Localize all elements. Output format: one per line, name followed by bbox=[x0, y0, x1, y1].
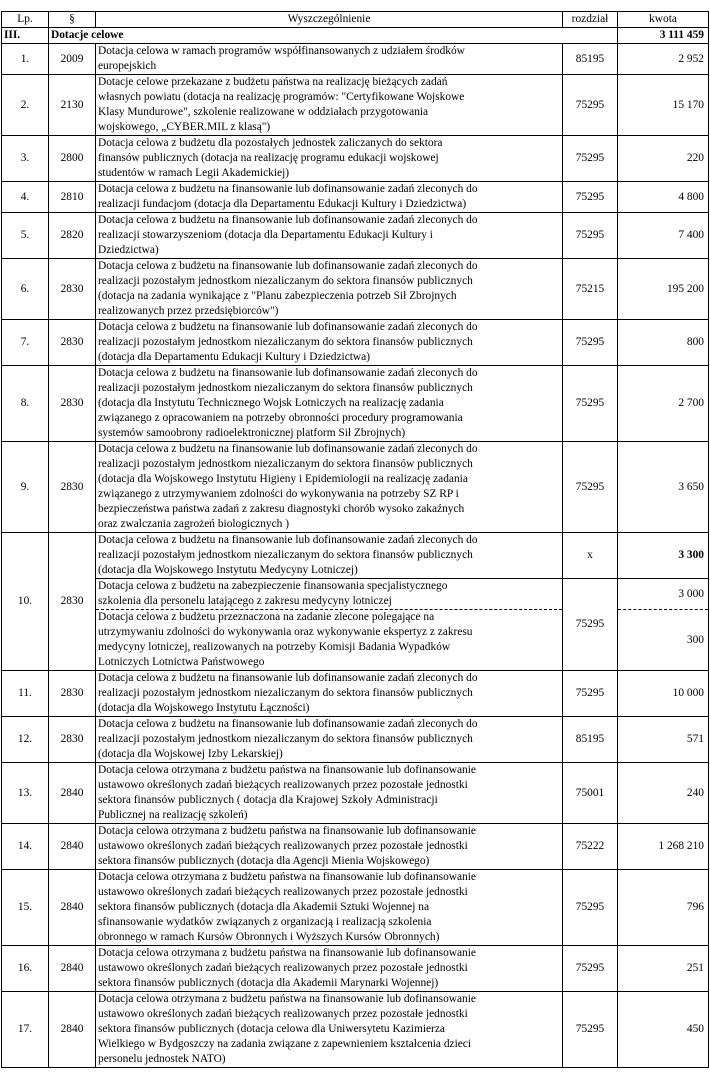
header-description: Wyszczególnienie bbox=[96, 12, 563, 28]
row-paragraph: 2830 bbox=[49, 320, 96, 366]
description-line: (dotacja dla Wojskowego Instytutu Medycyny Lotniczej) bbox=[98, 564, 358, 576]
description-line: (dotacja dla Wojskowego Instytutu Higieny i Epidemiologii na realizację zadania bbox=[98, 473, 468, 485]
description-line: Dotacja celowa otrzymana z budżetu państwa na finansowanie lub dofinansowanie bbox=[98, 871, 476, 883]
row-kwota: 10 000 bbox=[618, 671, 709, 717]
description-line: Dotacja celowa z budżetu na finansowanie lub dofinansowanie zadań zleconych do bbox=[98, 321, 478, 333]
row-kwota: 3 650 bbox=[618, 442, 709, 533]
row-description bbox=[96, 870, 563, 946]
row-paragraph: 2800 bbox=[49, 136, 96, 182]
row-lp: 7. bbox=[2, 320, 49, 366]
description-line: sektora finansów publicznych (dotacja dla Agencji Mienia Wojskowego) bbox=[98, 855, 430, 867]
description-line: Wielkiego w Bydgoszczy na zadania związane z zapewnieniem kształcenia dzieci bbox=[98, 1038, 472, 1050]
row-kwota: 800 bbox=[618, 320, 709, 366]
description-line: Dziedzictwa) bbox=[98, 244, 159, 256]
table-row bbox=[2, 717, 709, 763]
row-rozdzial: 75295 bbox=[563, 320, 618, 366]
description-line: sektora finansów publicznych (dotacja celowa dla Uniwersytetu Kazimierza bbox=[98, 1023, 445, 1035]
description-line: Dotacja celowa otrzymana z budżetu państwa na finansowanie lub dofinansowanie bbox=[98, 825, 476, 837]
description-line: Dotacja celowa z budżetu na finansowanie lub dofinansowanie zadań zleconych do bbox=[98, 672, 478, 684]
description-line: Dotacja celowa otrzymana z budżetu państwa na finansowanie lub dofinansowanie bbox=[98, 993, 476, 1005]
description-line: własnych powiatu (dotacja na realizację programów: "Certyfikowane Wojskowe bbox=[98, 91, 465, 103]
description-line: Dotacja celowa z budżetu na finansowanie lub dofinansowanie zadań zleconych do bbox=[98, 183, 478, 195]
row-kwota: 240 bbox=[618, 763, 709, 824]
row-kwota-total: 3 300 bbox=[618, 533, 709, 579]
row-rozdzial: 75295 bbox=[563, 136, 618, 182]
description-line: Dotacja celowa z budżetu przeznaczona na zadanie zlecone polegające na bbox=[98, 611, 435, 623]
description-line: (dotacja dla Wojskowego Instytutu Łączności) bbox=[98, 702, 310, 714]
row-lp: 10. bbox=[2, 533, 49, 671]
description-line: sfinansowanie wydatków związanych z organizacją i realizacją szkolenia bbox=[98, 916, 432, 928]
description-line: Dotacja celowa z budżetu na finansowanie lub dofinansowanie zadań zleconych do bbox=[98, 214, 478, 226]
row-kwota: 796 bbox=[618, 870, 709, 946]
description-line: ustawowo określonych zadań bieżących realizowanych przez pozostałe jednostki bbox=[98, 779, 468, 791]
row-rozdzial: 75295 bbox=[563, 366, 618, 442]
description-line: związanego z utrzymywaniem zdolności do wykonywania na potrzeby SZ RP i bbox=[98, 488, 459, 500]
row-lp: 4. bbox=[2, 182, 49, 213]
row-rozdzial: 75295 bbox=[563, 579, 618, 671]
row-paragraph: 2130 bbox=[49, 75, 96, 136]
row-paragraph: 2830 bbox=[49, 259, 96, 320]
description-line: Dotacje celowe przekazane z budżetu państwa na realizację bieżących zadań bbox=[98, 76, 448, 88]
row-kwota: 1 268 210 bbox=[618, 824, 709, 870]
description-line: realizacji fundacjom (dotacja dla Departamentu Edukacji Kultury i Dziedzictwa) bbox=[98, 198, 467, 210]
row-lp: 16. bbox=[2, 946, 49, 992]
row-paragraph: 2830 bbox=[49, 366, 96, 442]
table-row bbox=[2, 320, 709, 366]
description-line: (dotacja na zadania wynikające z "Planu zabezpieczenia potrzeb Sił Zbrojnych bbox=[98, 290, 457, 302]
row-lp: 12. bbox=[2, 717, 49, 763]
row-paragraph: 2840 bbox=[49, 946, 96, 992]
table-row bbox=[2, 136, 709, 182]
dotacje-table bbox=[1, 11, 709, 1068]
description-line: studentów w ramach Legii Akademickiej) bbox=[98, 167, 290, 179]
row-rozdzial: 85195 bbox=[563, 44, 618, 75]
row-description bbox=[96, 579, 563, 610]
row-paragraph: 2840 bbox=[49, 992, 96, 1068]
row-description bbox=[96, 992, 563, 1068]
description-line: realizacji pozostałym jednostkom niezaliczanym do sektora finansów publicznych bbox=[98, 382, 473, 394]
description-line: Dotacja celowa w ramach programów współfinansowanych z udziałem środków bbox=[98, 45, 465, 57]
row-kwota: 571 bbox=[618, 717, 709, 763]
description-line: ustawowo określonych zadań bieżących realizowanych przez pozostałe jednostki bbox=[98, 886, 468, 898]
header-lp: Lp. bbox=[2, 12, 49, 28]
header-paragraph: § bbox=[49, 12, 96, 28]
table-row bbox=[2, 824, 709, 870]
description-line: (dotacja dla Wojskowej Izby Lekarskiej) bbox=[98, 748, 283, 760]
description-line: Dotacja celowa otrzymana z budżetu państwa na finansowanie lub dofinansowanie bbox=[98, 764, 476, 776]
description-line: medycyny lotniczej, realizowanych na potrzeby Komisji Badania Wypadków bbox=[98, 641, 451, 653]
description-line: utrzymywaniu zdolności do wykonywania oraz wykonywanie ekspertyz z zakresu bbox=[98, 626, 473, 638]
row-paragraph: 2830 bbox=[49, 533, 96, 671]
row-rozdzial: 75001 bbox=[563, 763, 618, 824]
row-paragraph: 2830 bbox=[49, 442, 96, 533]
row-kwota: 450 bbox=[618, 992, 709, 1068]
row-rozdzial: 75215 bbox=[563, 259, 618, 320]
description-line: Dotacja celowa z budżetu na finansowanie lub dofinansowanie zadań zleconych do bbox=[98, 718, 478, 730]
table-row bbox=[2, 442, 709, 533]
row-kwota: 2 952 bbox=[618, 44, 709, 75]
table-row bbox=[2, 870, 709, 946]
row-rozdzial: 85195 bbox=[563, 717, 618, 763]
row-description bbox=[96, 717, 563, 763]
row-description bbox=[96, 533, 563, 579]
description-line: sektora finansów publicznych (dotacja dla Akademii Marynarki Wojennej) bbox=[98, 977, 439, 989]
row-lp: 5. bbox=[2, 213, 49, 259]
row-kwota: 195 200 bbox=[618, 259, 709, 320]
description-line: Dotacja celowa z budżetu na finansowanie lub dofinansowanie zadań zleconych do bbox=[98, 534, 478, 546]
table-row bbox=[2, 182, 709, 213]
row-description bbox=[96, 671, 563, 717]
table-row bbox=[2, 75, 709, 136]
description-line: realizacji pozostałym jednostkom niezaliczanym do sektora finansów publicznych bbox=[98, 687, 473, 699]
table-row bbox=[2, 992, 709, 1068]
description-line: Dotacja celowa z budżetu na finansowanie lub dofinansowanie zadań zleconych do bbox=[98, 443, 478, 455]
description-line: systemów samoobrony radioelektronicznej platform Sił Zbrojnych) bbox=[98, 427, 406, 439]
row-kwota: 251 bbox=[618, 946, 709, 992]
row-lp: 1. bbox=[2, 44, 49, 75]
row-paragraph: 2009 bbox=[49, 44, 96, 75]
description-line: sektora finansów publicznych ( dotacja dla Krajowej Szkoły Administracji bbox=[98, 794, 438, 806]
row-kwota: 4 800 bbox=[618, 182, 709, 213]
row-description bbox=[96, 442, 563, 533]
table-row bbox=[2, 533, 709, 579]
header-row bbox=[2, 12, 709, 28]
row-description bbox=[96, 136, 563, 182]
row-lp: 15. bbox=[2, 870, 49, 946]
row-description bbox=[96, 213, 563, 259]
row-rozdzial: 75295 bbox=[563, 671, 618, 717]
table-row bbox=[2, 763, 709, 824]
header-kwota: kwota bbox=[618, 12, 709, 28]
row-kwota: 3 000 bbox=[618, 579, 709, 610]
table-subrow bbox=[2, 579, 709, 610]
description-line: finansów publicznych (dotacja na realizację programu edukacji wojskowej bbox=[98, 152, 439, 164]
row-description bbox=[96, 610, 563, 671]
header-rozdzial: rozdział bbox=[563, 12, 618, 28]
description-line: Dotacja celowa z budżetu dla pozostałych jednostek zaliczanych do sektora bbox=[98, 137, 443, 149]
row-lp: 8. bbox=[2, 366, 49, 442]
row-kwota: 15 170 bbox=[618, 75, 709, 136]
row-rozdzial: 75295 bbox=[563, 75, 618, 136]
description-line: realizacji pozostałym jednostkom niezaliczanym do sektora finansów publicznych bbox=[98, 733, 473, 745]
description-line: Publicznej na realizację szkoleń) bbox=[98, 809, 248, 821]
row-lp: 11. bbox=[2, 671, 49, 717]
section-label: Dotacje celowe bbox=[49, 28, 618, 44]
row-rozdzial: 75295 bbox=[563, 992, 618, 1068]
table-row bbox=[2, 946, 709, 992]
section-row bbox=[2, 28, 709, 44]
row-kwota: 300 bbox=[618, 610, 709, 671]
table-row bbox=[2, 44, 709, 75]
row-paragraph: 2840 bbox=[49, 763, 96, 824]
row-paragraph: 2830 bbox=[49, 671, 96, 717]
row-paragraph: 2830 bbox=[49, 717, 96, 763]
row-rozdzial: x bbox=[563, 533, 618, 579]
description-line: szkolenia dla personelu latającego z zakresu medycyny lotniczej bbox=[98, 595, 392, 607]
row-lp: 2. bbox=[2, 75, 49, 136]
row-paragraph: 2840 bbox=[49, 824, 96, 870]
row-description bbox=[96, 182, 563, 213]
row-lp: 14. bbox=[2, 824, 49, 870]
description-line: ustawowo określonych zadań bieżących realizowanych przez pozostałe jednostki bbox=[98, 962, 468, 974]
description-line: europejskich bbox=[98, 60, 157, 72]
row-rozdzial: 75295 bbox=[563, 870, 618, 946]
row-kwota: 2 700 bbox=[618, 366, 709, 442]
description-line: (dotacja dla Instytutu Technicznego Wojsk Lotniczych na realizację zadania bbox=[98, 397, 444, 409]
row-paragraph: 2840 bbox=[49, 870, 96, 946]
row-description bbox=[96, 75, 563, 136]
section-total: 3 111 459 bbox=[618, 28, 709, 44]
row-lp: 17. bbox=[2, 992, 49, 1068]
table-row bbox=[2, 366, 709, 442]
row-description bbox=[96, 763, 563, 824]
description-line: (dotacja dla Departamentu Edukacji Kultury i Dziedzictwa) bbox=[98, 351, 370, 363]
description-line: Dotacja celowa z budżetu na finansowanie lub dofinansowanie zadań zleconych do bbox=[98, 260, 478, 272]
row-lp: 6. bbox=[2, 259, 49, 320]
description-line: realizacji pozostałym jednostkom niezaliczanym do sektora finansów publicznych bbox=[98, 336, 473, 348]
row-rozdzial: 75295 bbox=[563, 442, 618, 533]
table-row bbox=[2, 671, 709, 717]
description-line: realizowanych przez przedsiębiorców") bbox=[98, 305, 279, 317]
row-description bbox=[96, 366, 563, 442]
description-line: ustawowo określonych zadań bieżących realizowanych przez pozostałe jednostki bbox=[98, 1008, 468, 1020]
description-line: Lotniczych Lotnictwa Państwowego bbox=[98, 656, 265, 668]
description-line: Dotacja celowa otrzymana z budżetu państwa na finansowanie lub dofinansowanie bbox=[98, 947, 476, 959]
row-rozdzial: 75295 bbox=[563, 182, 618, 213]
row-description bbox=[96, 824, 563, 870]
row-description bbox=[96, 320, 563, 366]
row-paragraph: 2820 bbox=[49, 213, 96, 259]
description-line: realizacji pozostałym jednostkom niezaliczanym do sektora finansów publicznych bbox=[98, 275, 473, 287]
description-line: realizacji pozostałym jednostkom niezaliczanym do sektora finansów publicznych bbox=[98, 549, 473, 561]
row-rozdzial: 75295 bbox=[563, 946, 618, 992]
description-line: realizacji pozostałym jednostkom niezaliczanym do sektora finansów publicznych bbox=[98, 458, 473, 470]
description-line: Dotacja celowa z budżetu na finansowanie lub dofinansowanie zadań zleconych do bbox=[98, 367, 478, 379]
description-line: Klasy Mundurowe", szkolenie realizowane w oddziałach przygotowania bbox=[98, 106, 429, 118]
description-line: Dotacja celowa z budżetu na zabezpieczenie finansowania specjalistycznego bbox=[98, 580, 448, 592]
row-description bbox=[96, 946, 563, 992]
row-rozdzial: 75295 bbox=[563, 213, 618, 259]
description-line: bezpieczeństwa państwa zadań z zakresu diagnostyki chorób wysoko zakaźnych bbox=[98, 503, 465, 515]
row-paragraph: 2810 bbox=[49, 182, 96, 213]
description-line: sektora finansów publicznych (dotacja dla Akademii Sztuki Wojennej na bbox=[98, 901, 430, 913]
row-rozdzial: 75222 bbox=[563, 824, 618, 870]
row-lp: 3. bbox=[2, 136, 49, 182]
description-line: związanego z opracowaniem na potrzeby obronności procedury programowania bbox=[98, 412, 463, 424]
section-number: III. bbox=[2, 28, 49, 44]
description-line: obronnego w ramach Kursów Obronnych i Wyższych Kursów Obronnych) bbox=[98, 931, 440, 943]
row-kwota: 220 bbox=[618, 136, 709, 182]
description-line: personelu jednostek NATO) bbox=[98, 1053, 226, 1065]
description-line: oraz zwalczania zagrożeń biologicznych ) bbox=[98, 518, 289, 530]
row-description bbox=[96, 259, 563, 320]
row-lp: 13. bbox=[2, 763, 49, 824]
description-line: ustawowo określonych zadań bieżących realizowanych przez pozostałe jednostki bbox=[98, 840, 468, 852]
table-row bbox=[2, 259, 709, 320]
row-lp: 9. bbox=[2, 442, 49, 533]
row-description bbox=[96, 44, 563, 75]
row-kwota: 7 400 bbox=[618, 213, 709, 259]
description-line: realizacji stowarzyszeniom (dotacja dla Departamentu Edukacji Kultury i bbox=[98, 229, 433, 241]
table-row bbox=[2, 213, 709, 259]
description-line: wojskowego, „CYBER.MIL z klasą") bbox=[98, 121, 271, 133]
